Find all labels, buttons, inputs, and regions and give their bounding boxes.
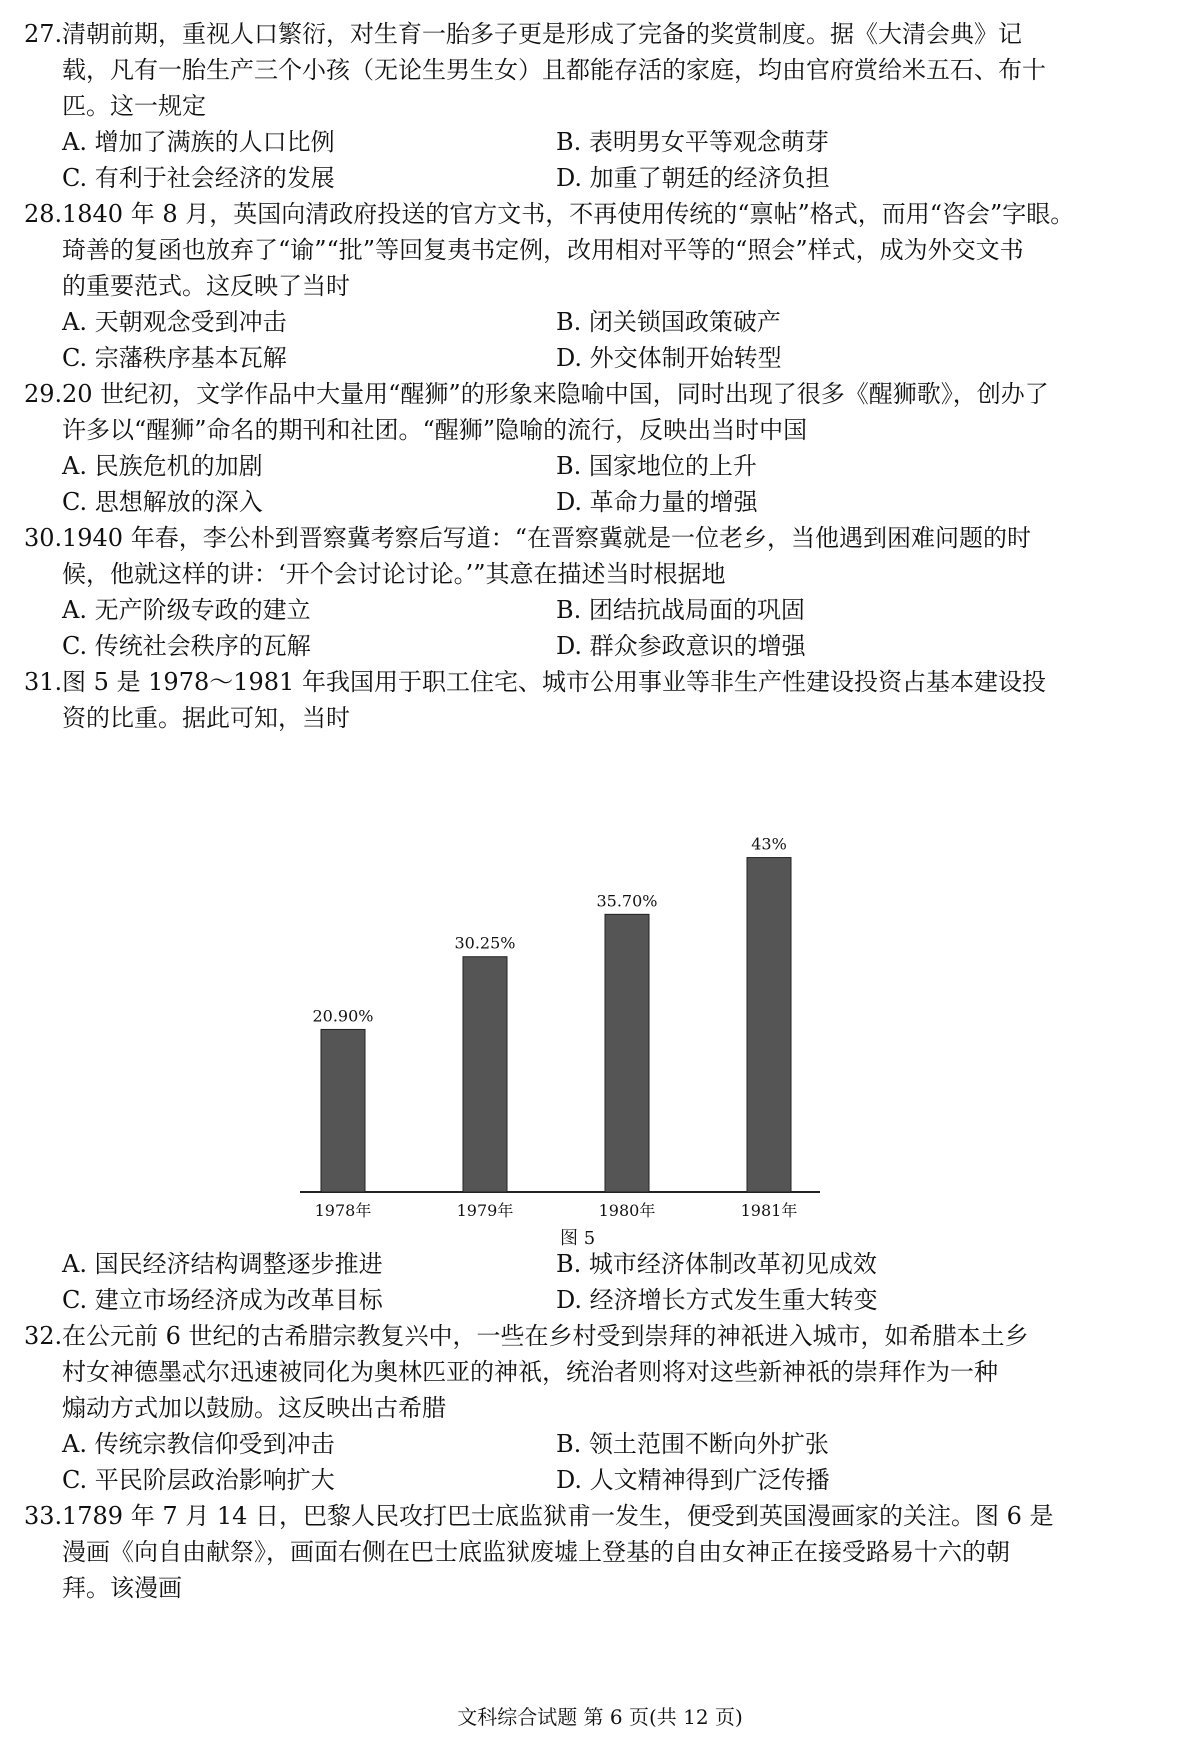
answer-option: D. 加重了朝廷的经济负担 <box>556 164 830 192</box>
answer-option: B. 团结抗战局面的巩固 <box>556 596 805 624</box>
answer-option: B. 领土范围不断向外扩张 <box>556 1430 829 1458</box>
answer-option: A. 国民经济结构调整逐步推进 <box>62 1250 383 1278</box>
answer-option: D. 外交体制开始转型 <box>556 344 782 372</box>
answer-option: C. 有利于社会经济的发展 <box>62 164 335 192</box>
question-stem-line: 资的比重。据此可知，当时 <box>62 704 350 732</box>
question-stem-line: 1840 年 8 月，英国向清政府投送的官方文书，不再使用传统的“禀帖”格式，而用“咨会”字眼。 <box>62 200 1075 228</box>
answer-option: D. 人文精神得到广泛传播 <box>556 1466 830 1494</box>
answer-option: A. 增加了满族的人口比例 <box>62 128 335 156</box>
question-stem-line: 20 世纪初，文学作品中大量用“醒狮”的形象来隐喻中国，同时出现了很多《醒狮歌》，创办了 <box>62 380 1049 408</box>
bar <box>747 858 791 1192</box>
question-stem-line: 候，他就这样的讲：‘开个会讨论讨论。’”其意在描述当时根据地 <box>62 560 726 588</box>
bar-value-label: 30.25% <box>454 933 516 953</box>
question-stem-line: 1789 年 7 月 14 日，巴黎人民攻打巴士底监狱甫一发生，便受到英国漫画家的关注。图 6 是 <box>62 1502 1054 1530</box>
answer-option: B. 闭关锁国政策破产 <box>556 308 781 336</box>
answer-option: C. 思想解放的深入 <box>62 488 263 516</box>
question-number: 27. <box>24 20 63 48</box>
figure-caption: 图 5 <box>560 1228 596 1249</box>
question-stem-line: 匹。这一规定 <box>62 92 206 120</box>
question-stem-line: 琦善的复函也放弃了“谕”“批”等回复夷书定例，改用相对平等的“照会”样式，成为外交文书 <box>62 236 1024 264</box>
bar <box>463 957 507 1192</box>
answer-option: C. 宗藩秩序基本瓦解 <box>62 344 287 372</box>
bar <box>321 1029 365 1192</box>
question-stem-line: 清朝前期，重视人口繁衍，对生育一胎多子更是形成了完备的奖赏制度。据《大清会典》记 <box>62 20 1022 48</box>
question-stem-line: 载，凡有一胎生产三个小孩（无论生男生女）且都能存活的家庭，均由官府赏给米五石、布十 <box>62 56 1046 84</box>
question-stem-line: 村女神德墨忒尔迅速被同化为奥林匹亚的神祇，统治者则将对这些新神祇的崇拜作为一种 <box>62 1358 998 1386</box>
x-tick-label: 1981年 <box>740 1201 798 1220</box>
answer-option: D. 群众参政意识的增强 <box>556 632 806 660</box>
answer-option: A. 传统宗教信仰受到冲击 <box>62 1430 335 1458</box>
x-tick-label: 1979年 <box>456 1201 514 1220</box>
question-stem-line: 漫画《向自由献祭》，画面右侧在巴士底监狱废墟上登基的自由女神正在接受路易十六的朝 <box>62 1538 1010 1566</box>
question-stem-line: 许多以“醒狮”命名的期刊和社团。“醒狮”隐喻的流行，反映出当时中国 <box>62 416 808 444</box>
figure-5-bar-chart <box>300 822 940 1222</box>
question-number: 29. <box>24 380 63 408</box>
bar-value-label: 43% <box>751 834 787 854</box>
question-stem-line: 1940 年春，李公朴到晋察冀考察后写道：“在晋察冀就是一位老乡，当他遇到困难问题的时 <box>62 524 1031 552</box>
question-number: 32. <box>24 1322 63 1350</box>
answer-option: C. 建立市场经济成为改革目标 <box>62 1286 383 1314</box>
question-number: 31. <box>24 668 63 696</box>
answer-option: D. 经济增长方式发生重大转变 <box>556 1286 878 1314</box>
answer-option: D. 革命力量的增强 <box>556 488 758 516</box>
question-number: 28. <box>24 200 63 228</box>
question-number: 33. <box>24 1502 63 1530</box>
question-stem-line: 在公元前 6 世纪的古希腊宗教复兴中，一些在乡村受到崇拜的神祇进入城市，如希腊本土乡 <box>62 1322 1029 1350</box>
x-tick-label: 1980年 <box>598 1201 656 1220</box>
question-stem-line: 图 5 是 1978～1981 年我国用于职工住宅、城市公用事业等非生产性建设投资占基本建设投 <box>62 668 1046 696</box>
answer-option: B. 城市经济体制改革初见成效 <box>556 1250 877 1278</box>
x-tick-label: 1978年 <box>314 1201 372 1220</box>
answer-option: B. 国家地位的上升 <box>556 452 757 480</box>
question-stem-line: 拜。该漫画 <box>62 1574 182 1602</box>
bar <box>605 914 649 1192</box>
answer-option: A. 民族危机的加剧 <box>62 452 263 480</box>
answer-option: A. 无产阶级专政的建立 <box>62 596 311 624</box>
answer-option: C. 传统社会秩序的瓦解 <box>62 632 311 660</box>
bar-value-label: 20.90% <box>312 1006 374 1026</box>
bar-value-label: 35.70% <box>596 891 658 911</box>
answer-option: A. 天朝观念受到冲击 <box>62 308 287 336</box>
question-stem-line: 煽动方式加以鼓励。这反映出古希腊 <box>62 1394 446 1422</box>
answer-option: B. 表明男女平等观念萌芽 <box>556 128 829 156</box>
question-stem-line: 的重要范式。这反映了当时 <box>62 272 350 300</box>
question-number: 30. <box>24 524 63 552</box>
page-footer: 文科综合试题 第 6 页(共 12 页) <box>457 1705 743 1729</box>
answer-option: C. 平民阶层政治影响扩大 <box>62 1466 335 1494</box>
